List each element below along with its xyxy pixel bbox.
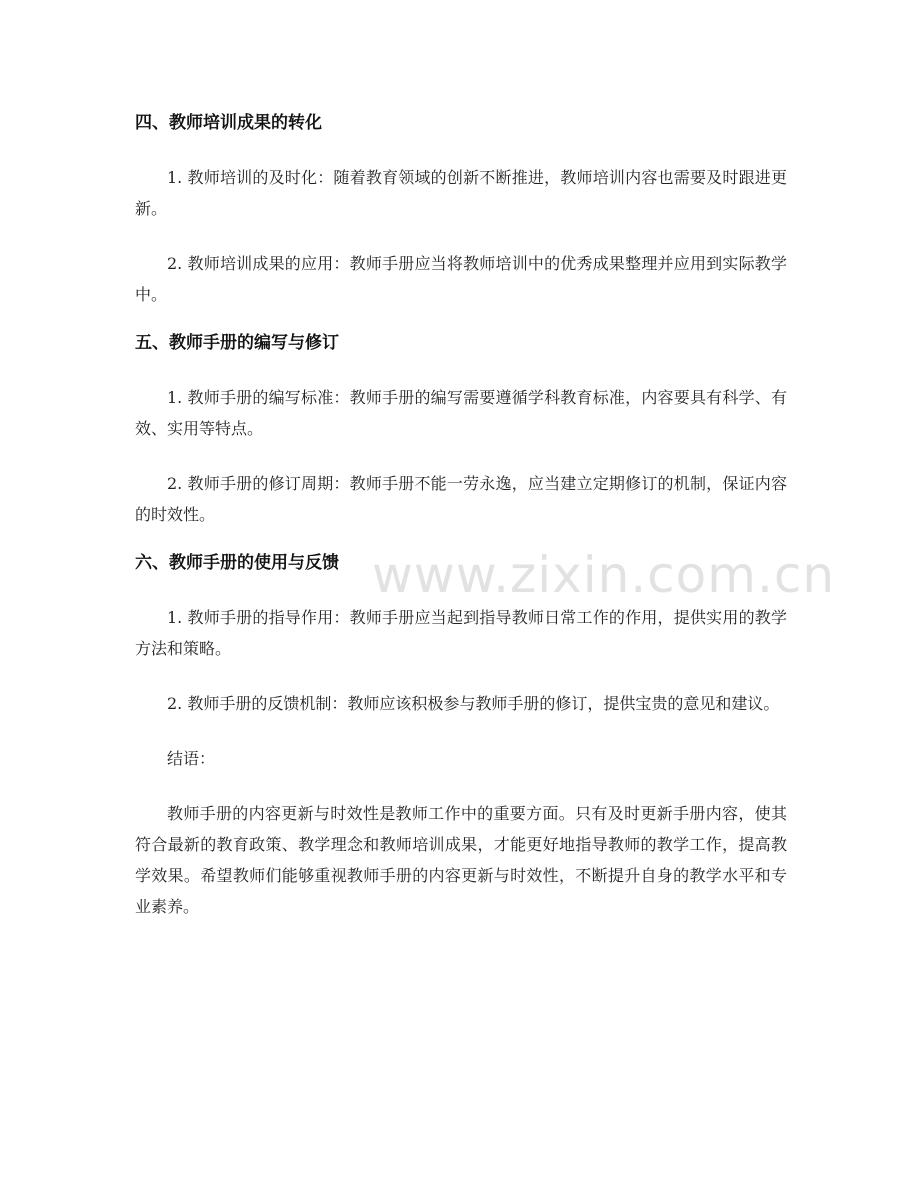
section-6-item-2: 2. 教师手册的反馈机制：教师应该积极参与教师手册的修订，提供宝贵的意见和建议。 <box>167 694 780 713</box>
section-6-item-1: 1. 教师手册的指导作用：教师手册应当起到指导教师日常工作的作用，提供实用的教学方法和策略。 <box>135 608 787 658</box>
section-heading-4: 四、教师培训成果的转化 <box>135 113 322 133</box>
document-body <box>135 108 787 946</box>
section-5-item-2: 2. 教师手册的修订周期：教师手册不能一劳永逸，应当建立定期修订的机制，保证内容的时效性。 <box>135 474 787 524</box>
section-4-item-1: 1. 教师培训的及时化：随着教育领域的创新不断推进，教师培训内容也需要及时跟进更新。 <box>135 168 787 218</box>
conclusion-label: 结语： <box>167 749 216 768</box>
section-5-item-1: 1. 教师手册的编写标准：教师手册的编写需要遵循学科教育标准，内容要具有科学、有效、实用等特点。 <box>135 388 787 438</box>
section-4-item-2: 2. 教师培训成果的应用：教师手册应当将教师培训中的优秀成果整理并应用到实际教学中。 <box>135 254 787 304</box>
section-heading-5: 五、教师手册的编写与修订 <box>135 333 339 353</box>
section-heading-6: 六、教师手册的使用与反馈 <box>135 553 339 573</box>
conclusion-text: 教师手册的内容更新与时效性是教师工作中的重要方面。只有及时更新手册内容，使其符合最新的教育政策、教学理念和教师培训成果，才能更好地指导教师的教学工作，提高教学效果。希望教师们能够重视教师手册的内容更新与时效性，不断提升自身的教学水平和专业素养。 <box>135 804 787 916</box>
site-watermark: www.zixin.com.cn <box>372 546 836 604</box>
